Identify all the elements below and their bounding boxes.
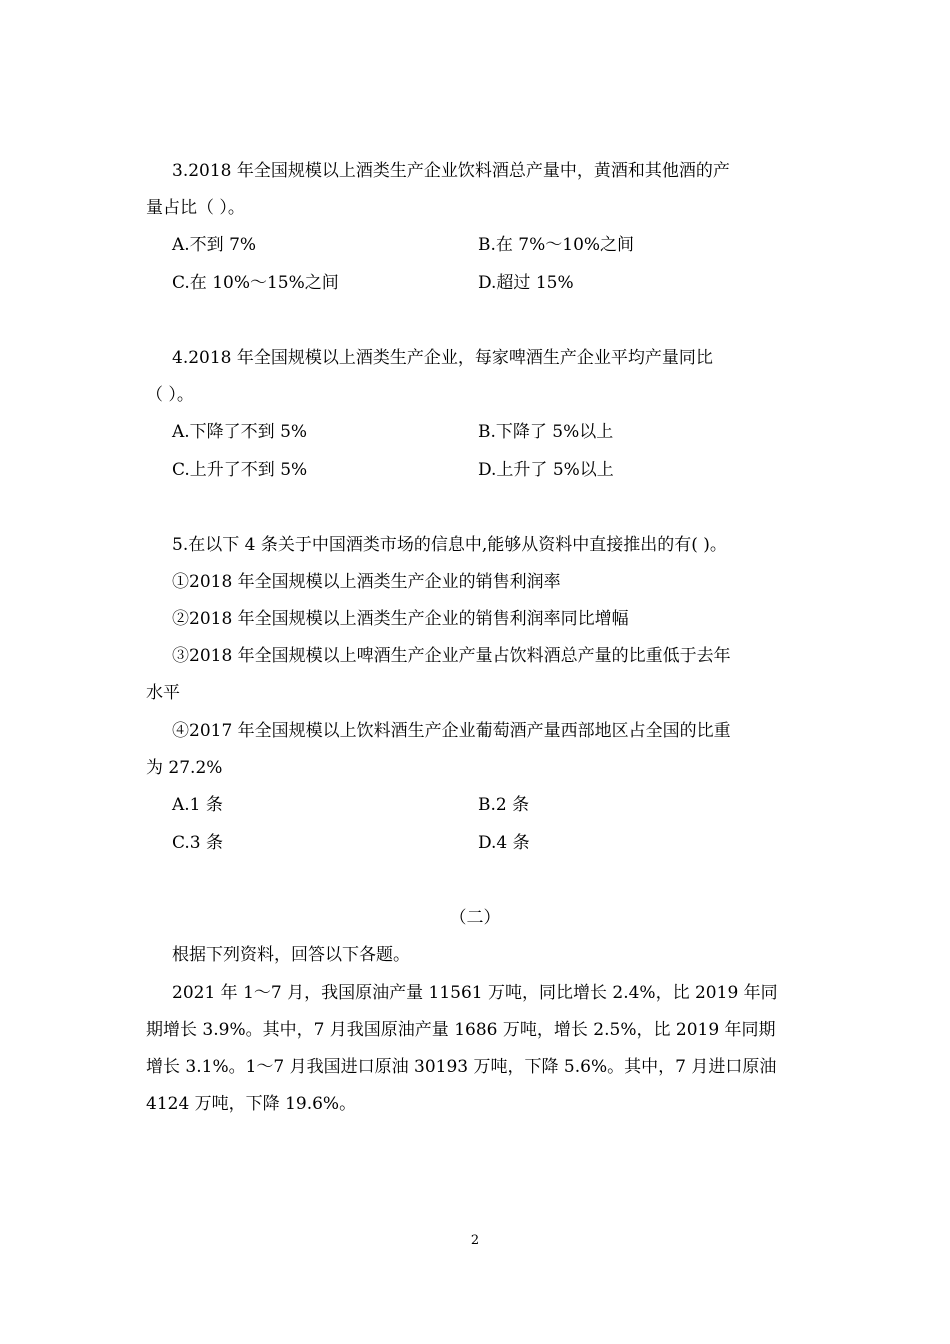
q5-item-3-line2: 水平 — [146, 683, 180, 703]
q5-stem: 5.在以下 4 条关于中国酒类市场的信息中,能够从资料中直接推出的有( )。 — [172, 535, 727, 555]
q5-option-c: C.3 条 — [172, 833, 224, 853]
material-para-line4: 4124 万吨，下降 19.6%。 — [146, 1094, 357, 1114]
q4-option-d: D.上升了 5%以上 — [478, 460, 614, 480]
q3-stem-line2: 量占比（ ）。 — [146, 198, 245, 218]
material-para-line3: 增长 3.1%。1～7 月我国进口原油 30193 万吨，下降 5.6%。其中，7 月进口原油 — [146, 1057, 777, 1077]
q4-option-c: C.上升了不到 5% — [172, 460, 308, 480]
q4-stem-line2: （ ）。 — [146, 385, 194, 405]
q4-option-a: A.下降了不到 5% — [172, 422, 308, 442]
section-intro: 根据下列资料，回答以下各题。 — [172, 945, 410, 965]
q3-option-a: A.不到 7% — [172, 235, 257, 255]
q4-stem-line1: 4.2018 年全国规模以上酒类生产企业，每家啤酒生产企业平均产量同比 — [172, 348, 713, 368]
q5-option-d: D.4 条 — [478, 833, 530, 853]
q3-option-b: B.在 7%～10%之间 — [478, 235, 635, 255]
q5-option-b: B.2 条 — [478, 795, 530, 815]
q4-option-b: B.下降了 5%以上 — [478, 422, 614, 442]
q3-option-d: D.超过 15% — [478, 273, 574, 293]
material-para-line2: 期增长 3.9%。其中，7 月我国原油产量 1686 万吨，增长 2.5%，比 2019 年同期 — [146, 1020, 776, 1040]
page-number: 2 — [470, 1233, 480, 1248]
q5-item-2: ②2018 年全国规模以上酒类生产企业的销售利润率同比增幅 — [172, 609, 629, 629]
q5-option-a: A.1 条 — [172, 795, 223, 815]
q5-item-1: ①2018 年全国规模以上酒类生产企业的销售利润率 — [172, 572, 561, 592]
q5-item-4-line1: ④2017 年全国规模以上饮料酒生产企业葡萄酒产量西部地区占全国的比重 — [172, 721, 731, 741]
section-heading: （二） — [449, 908, 501, 928]
q5-item-3-line1: ③2018 年全国规模以上啤酒生产企业产量占饮料酒总产量的比重低于去年 — [172, 646, 731, 666]
q5-item-4-line2: 为 27.2% — [146, 758, 223, 778]
material-para-line1: 2021 年 1～7 月，我国原油产量 11561 万吨，同比增长 2.4%，比 2019 年同 — [172, 983, 778, 1003]
q3-option-c: C.在 10%～15%之间 — [172, 273, 339, 293]
q3-stem-line1: 3.2018 年全国规模以上酒类生产企业饮料酒总产量中，黄酒和其他酒的产 — [172, 161, 730, 181]
